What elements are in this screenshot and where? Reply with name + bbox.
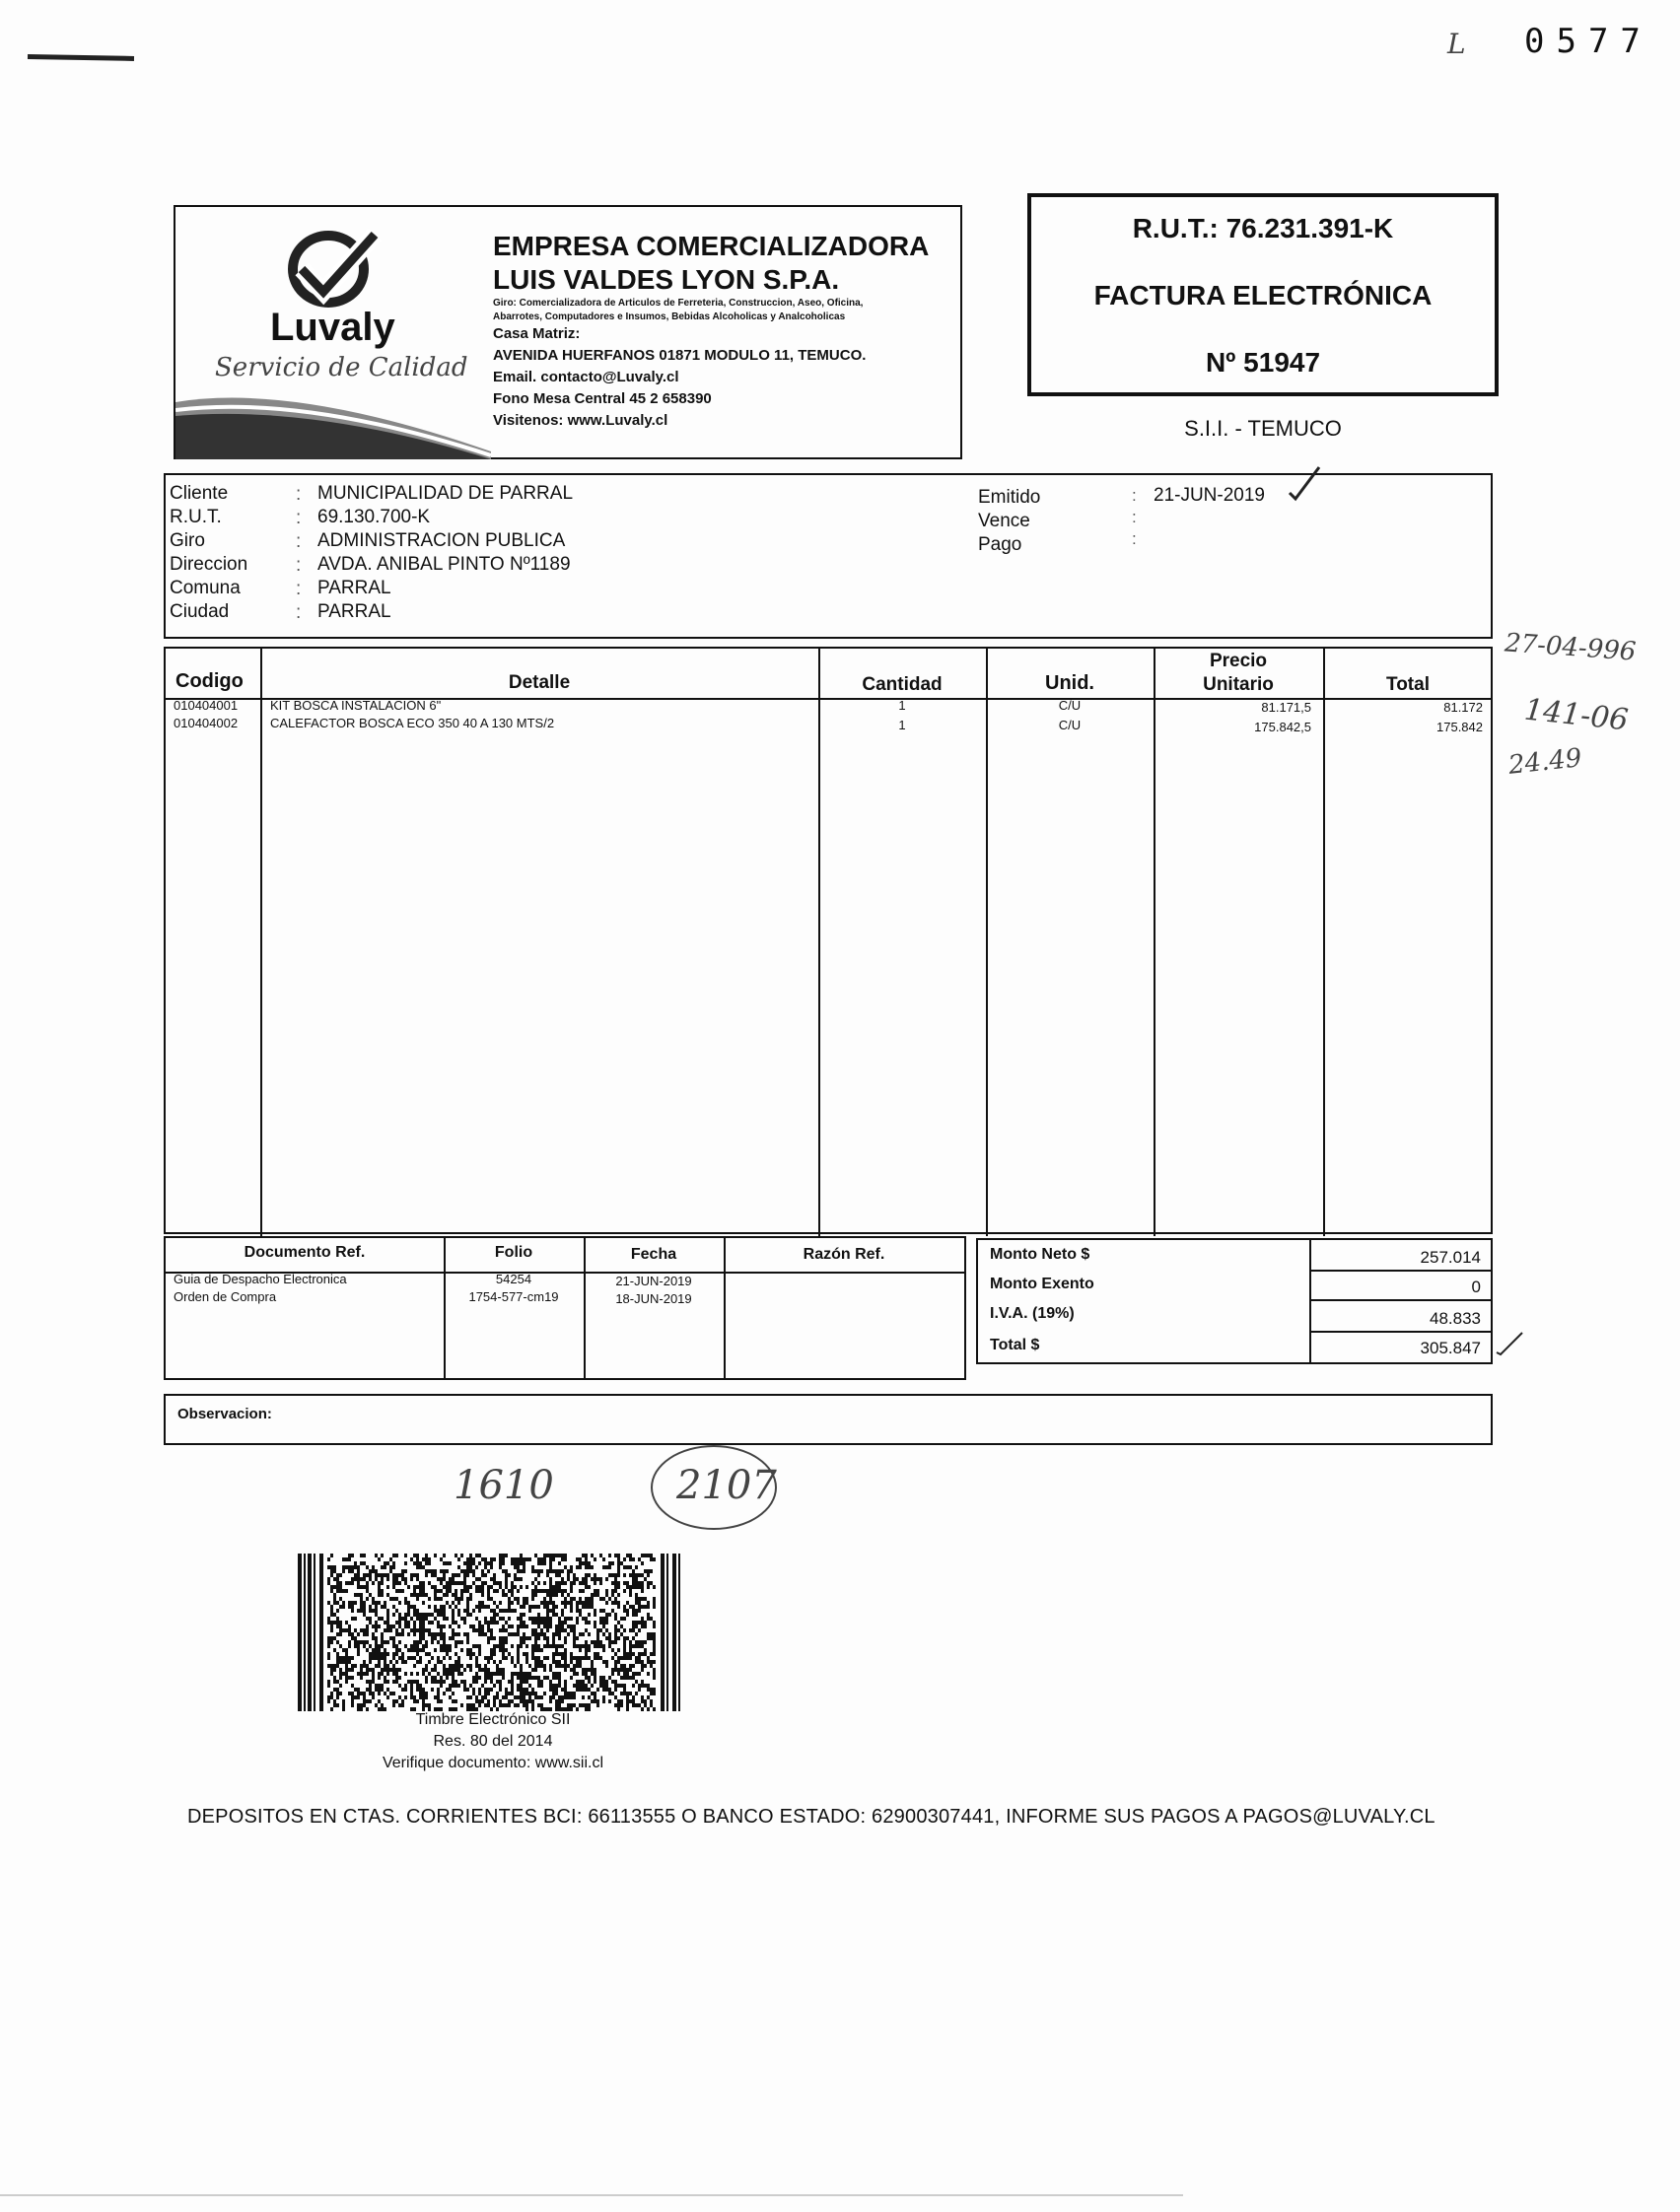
total-value-total: 305.847 (1420, 1339, 1481, 1357)
client-value-ciudad: PARRAL (317, 601, 391, 622)
item-codigo: 010404002 (174, 716, 239, 730)
col-codigo: Codigo (175, 670, 244, 692)
company-address: AVENIDA HUERFANOS 01871 MODULO 11, TEMUCO. (493, 347, 867, 364)
invoice-box (1027, 193, 1499, 396)
item-detalle: KIT BOSCA INSTALACION 6" (270, 698, 442, 713)
item-unid: C/U (1058, 698, 1082, 713)
colons: : : : : : : (296, 484, 302, 623)
client-value-rut: 69.130.700-K (317, 507, 431, 527)
item-total: 81.172 (1443, 700, 1483, 715)
company-header (174, 205, 962, 459)
ref-folio: 1754-577-cm19 (468, 1289, 559, 1304)
item-cantidad: 1 (898, 718, 906, 732)
item-precio: 81.171,5 (1261, 700, 1311, 715)
date-label-emitido: Emitido (978, 487, 1041, 508)
ref-doc: Guia de Despacho Electronica (174, 1272, 347, 1286)
side-note-3: 24.49 (1506, 743, 1583, 781)
ref-fecha: 21-JUN-2019 (615, 1274, 692, 1288)
luvaly-logo-icon (284, 225, 383, 313)
client-label: Cliente (170, 483, 229, 504)
observacion-label: Observacion: (177, 1406, 272, 1422)
col-cantidad: Cantidad (862, 674, 943, 695)
company-phone: Fono Mesa Central 45 2 658390 (493, 390, 712, 407)
side-note-1: 27-04-996 (1504, 628, 1638, 667)
client-label-ciudad: Ciudad (170, 601, 230, 622)
total-value-neto: 257.014 (1420, 1248, 1481, 1267)
col-total: Total (1386, 674, 1430, 695)
logo-text: Luvaly (270, 306, 395, 349)
client-value-giro: ADMINISTRACION PUBLICA (317, 530, 566, 551)
client-label-direccion: Direccion (170, 554, 248, 575)
client-label-rut: R.U.T. (170, 507, 222, 527)
client-value-direccion: AVDA. ANIBAL PINTO Nº1189 (317, 554, 571, 575)
corner-mark: L (1447, 28, 1466, 60)
date-colons: : : : (1132, 486, 1137, 548)
client-row-cliente (170, 483, 228, 505)
ref-col-fecha: Fecha (630, 1246, 677, 1263)
check-mark-icon (1286, 463, 1325, 503)
date-value-emitido: 21-JUN-2019 (1154, 485, 1265, 506)
item-total: 175.842 (1436, 720, 1483, 734)
bottom-edge (0, 2194, 1183, 2196)
sii-office: S.I.I. - TEMUCO (1184, 416, 1342, 441)
invoice-type: FACTURA ELECTRÓNICA (1093, 280, 1433, 311)
corner-number: 0577 (1524, 22, 1652, 61)
date-label-vence: Vence (978, 511, 1030, 531)
totals-box (976, 1238, 1493, 1364)
invoice-number: Nº 51947 (1205, 347, 1321, 378)
total-check-icon (1495, 1331, 1524, 1356)
company-web: Visitenos: www.Luvaly.cl (493, 412, 668, 429)
total-label-exento: Monto Exento (990, 1276, 1094, 1292)
client-box (164, 473, 1493, 639)
payment-footer: DEPOSITOS EN CTAS. CORRIENTES BCI: 66113555 O BANCO ESTADO: 62900307441, INFORME SUS PAGOS A PAGOS@LUVALY.CL (187, 1806, 1435, 1828)
item-unid: C/U (1058, 718, 1082, 732)
total-label-neto: Monto Neto $ (990, 1246, 1090, 1263)
company-name-2: LUIS VALDES LYON S.P.A. (493, 264, 840, 295)
handwritten-note-2: 2107 (676, 1463, 777, 1508)
client-label-giro: Giro (170, 530, 205, 551)
col-unid: Unid. (1045, 672, 1094, 694)
casa-matriz-label: Casa Matriz: (493, 325, 581, 342)
client-value-comuna: PARRAL (317, 578, 391, 598)
handwritten-note-1: 1610 (454, 1463, 554, 1508)
ref-fecha: 18-JUN-2019 (615, 1291, 692, 1306)
top-left-stroke (28, 54, 134, 61)
ref-doc: Orden de Compra (174, 1289, 277, 1304)
col-unitario: Unitario (1203, 674, 1274, 695)
logo-swoosh (175, 382, 491, 459)
timbre-line-3: Verifique documento: www.sii.cl (382, 1755, 604, 1771)
pdf417-barcode-icon (298, 1554, 684, 1711)
col-detalle: Detalle (508, 672, 571, 693)
item-cantidad: 1 (898, 698, 906, 713)
total-label-iva: I.V.A. (19%) (990, 1305, 1075, 1322)
date-label-pago: Pago (978, 534, 1022, 555)
item-detalle: CALEFACTOR BOSCA ECO 350 40 A 130 MTS/2 (270, 716, 555, 730)
observacion-box (164, 1394, 1493, 1445)
ref-col-razon: Razón Ref. (803, 1246, 885, 1263)
item-precio: 175.842,5 (1254, 720, 1311, 734)
ref-folio: 54254 (495, 1272, 532, 1286)
company-name-1: EMPRESA COMERCIALIZADORA (493, 231, 930, 261)
col-precio: Precio (1209, 651, 1268, 671)
references-table (164, 1236, 966, 1380)
side-note-2: 141-06 (1522, 692, 1631, 738)
timbre-line-1: Timbre Electrónico SII (415, 1711, 571, 1728)
invoice-rut: R.U.T.: 76.231.391-K (1132, 213, 1394, 243)
company-giro-1: Giro: Comercializadora de Articulos de Ferreteria, Construccion, Aseo, Oficina, (493, 298, 864, 309)
item-codigo: 010404001 (174, 698, 239, 713)
company-giro-2: Abarrotes, Computadores e Insumos, Bebidas Alcoholicas y Analcoholicas (493, 311, 846, 322)
slogan: Servicio de Calidad (215, 353, 468, 382)
ref-col-doc: Documento Ref. (244, 1244, 366, 1261)
total-value-iva: 48.833 (1430, 1309, 1481, 1328)
client-label-comuna: Comuna (170, 578, 241, 598)
ref-col-folio: Folio (494, 1244, 533, 1261)
items-table (164, 647, 1493, 1234)
total-value-exento: 0 (1471, 1278, 1481, 1296)
company-email: Email. contacto@Luvaly.cl (493, 369, 679, 385)
client-value-cliente: MUNICIPALIDAD DE PARRAL (317, 483, 574, 504)
timbre-line-2: Res. 80 del 2014 (433, 1733, 553, 1750)
total-label-total: Total $ (990, 1337, 1040, 1353)
